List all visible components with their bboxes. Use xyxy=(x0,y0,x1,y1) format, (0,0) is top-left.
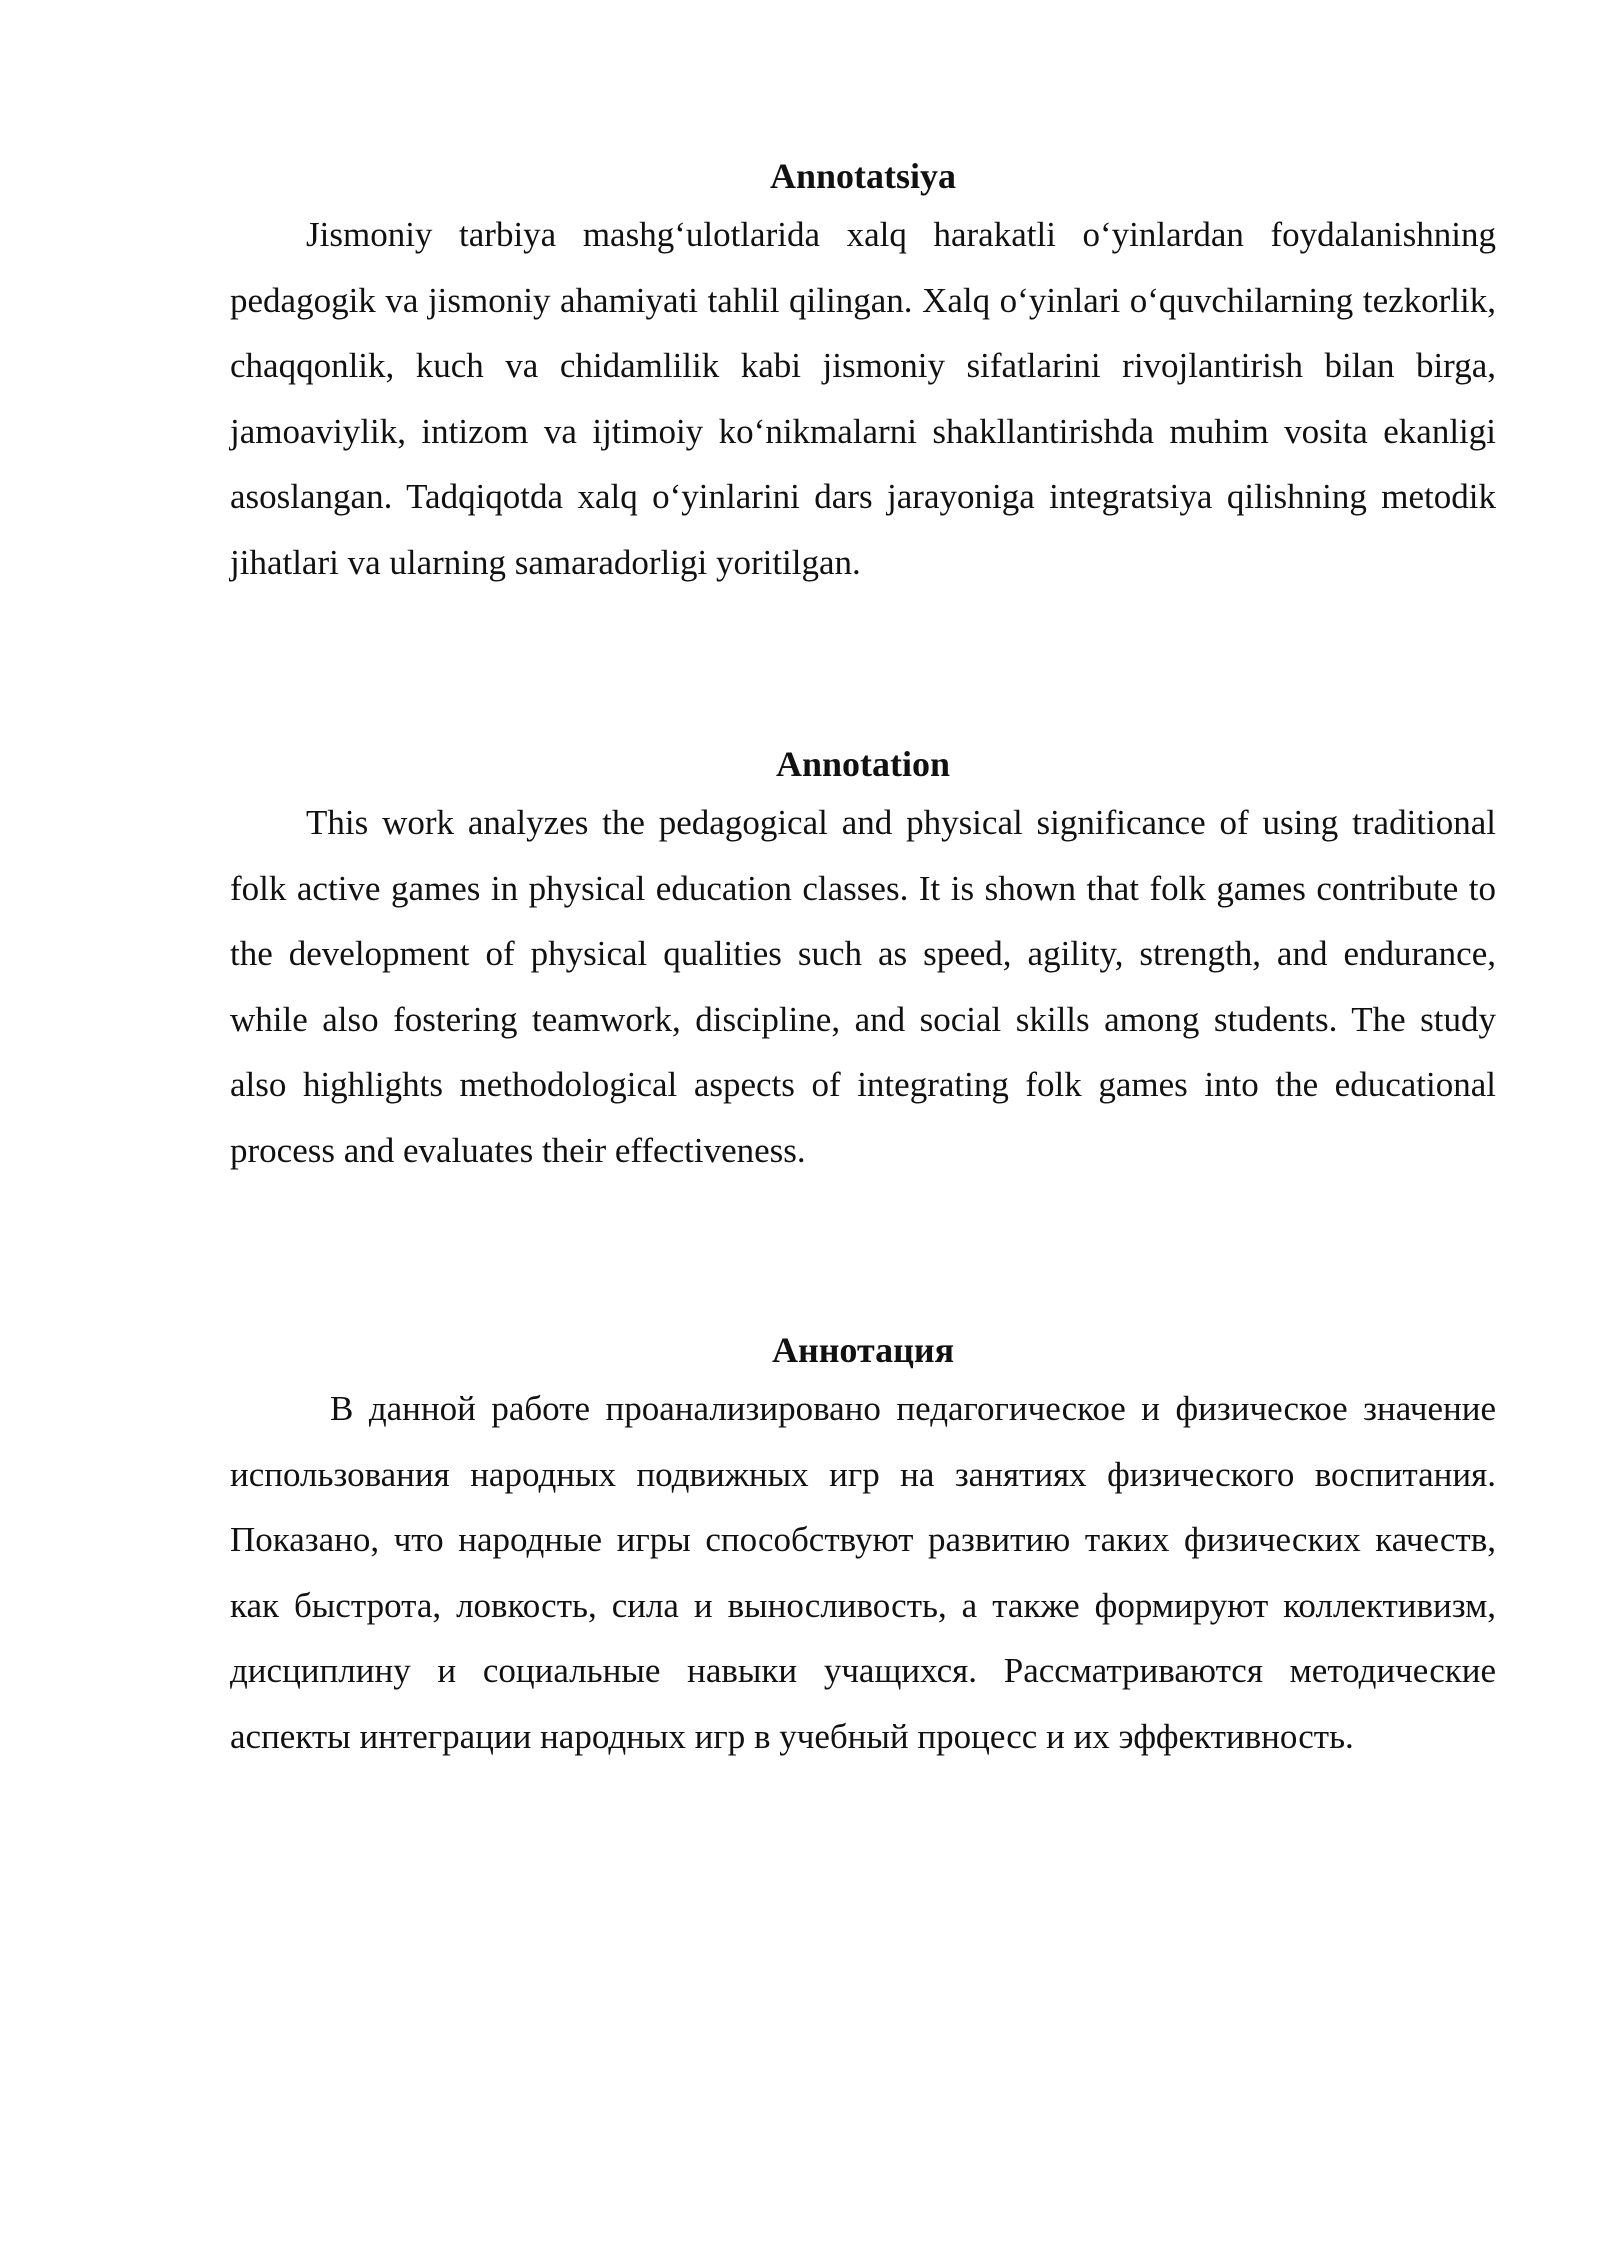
section-heading: Аннотация xyxy=(771,1330,955,1370)
annotation-uzbek xyxy=(230,150,1496,595)
annotation-english xyxy=(230,738,1496,1183)
section-paragraph: Jismoniy tarbiya mashg‘ulotlarida xalq harakatli o‘yinlardan foydalanishning pedagogik va jismoniy ahamiyati tahlil qilingan. Xalq o‘yinlari o‘quvchilarning tezkorlik, chaqqonlik, kuch va chidamlilik kabi jismoniy sifatlarini rivojlantirish bilan birga, jamoaviylik, intizom va ijtimoiy ko‘nikmalarni shakllantirishda muhim vosita ekanligi asoslangan. Tadqiqotda xalq o‘yinlarini dars jarayoniga integratsiya qilishning metodik jihatlari va ularning samaradorligi yoritilgan. xyxy=(230,215,1496,582)
section-heading: Annotation xyxy=(775,744,951,784)
section-paragraph: В данной работе проанализировано педагогическое и физическое значение использования народных подвижных игр на занятиях физического воспитания. Показано, что народные игры способствуют развитию таких физических качеств, как быстрота, ловкость, сила и выносливость, а также формируют коллективизм, дисциплину и социальные навыки учащихся. Рассматриваются методические аспекты интеграции народных игр в учебный процесс и их эффективность. xyxy=(230,1389,1496,1756)
section-heading: Annotatsiya xyxy=(769,156,957,196)
section-paragraph: This work analyzes the pedagogical and physical significance of using traditional folk active games in physical education classes. It is shown that folk games contribute to the development of physical qualities such as speed, agility, strength, and endurance, while also fostering teamwork, discipline, and social skills among students. The study also highlights methodological aspects of integrating folk games into the educational process and evaluates their effectiveness. xyxy=(230,803,1496,1170)
annotation-russian xyxy=(230,1324,1496,1769)
